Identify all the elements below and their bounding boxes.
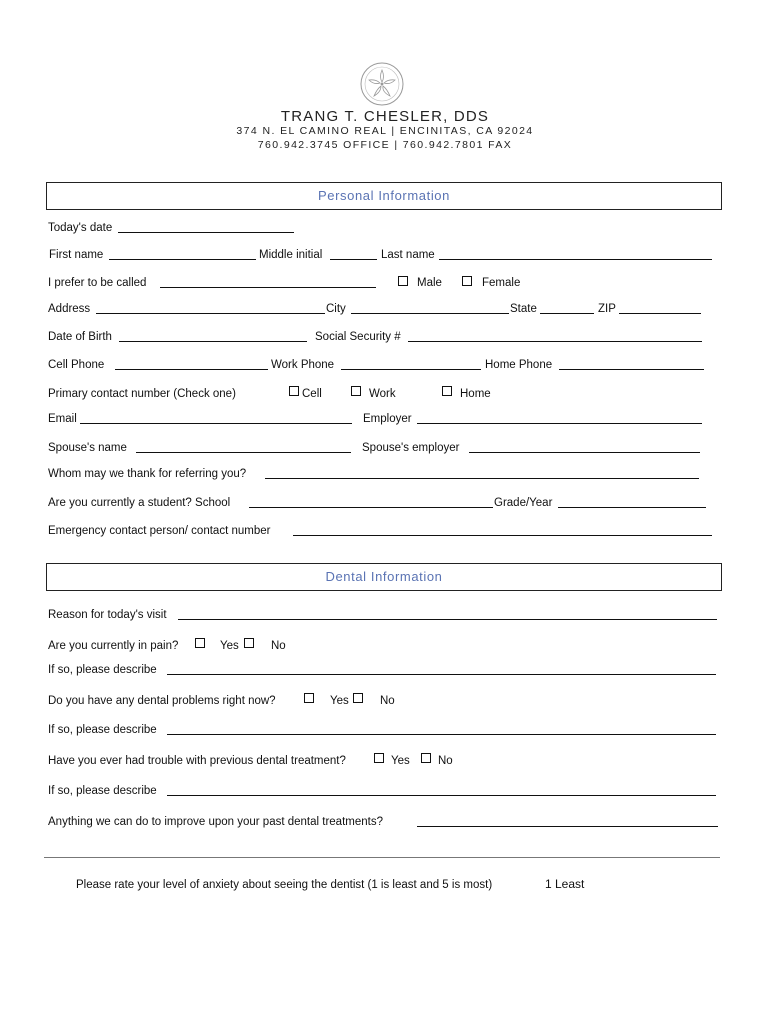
problems-yes-checkbox[interactable]	[304, 693, 314, 703]
cell-phone-field[interactable]	[115, 369, 268, 370]
trouble-yes-checkbox[interactable]	[374, 753, 384, 763]
prefer-called-field[interactable]	[160, 287, 376, 288]
zip-field[interactable]	[619, 313, 701, 314]
trouble-describe-label: If so, please describe	[48, 785, 157, 797]
problems-question-label: Do you have any dental problems right now?	[48, 695, 276, 707]
state-field[interactable]	[540, 313, 594, 314]
pain-no-label: No	[271, 640, 286, 652]
pain-describe-label: If so, please describe	[48, 664, 157, 676]
emergency-contact-label: Emergency contact person/ contact number	[48, 525, 271, 537]
last-name-field[interactable]	[439, 259, 712, 260]
employer-field[interactable]	[417, 423, 702, 424]
problems-yes-label: Yes	[330, 695, 349, 707]
trouble-no-checkbox[interactable]	[421, 753, 431, 763]
work-phone-label: Work Phone	[271, 359, 335, 371]
problems-no-checkbox[interactable]	[353, 693, 363, 703]
female-label: Female	[482, 277, 521, 289]
primary-work-checkbox[interactable]	[351, 386, 361, 396]
grade-year-label: Grade/Year	[494, 497, 553, 509]
state-label: State	[510, 303, 537, 315]
primary-cell-label: Cell	[302, 388, 322, 400]
email-field[interactable]	[80, 423, 352, 424]
todays-date-field[interactable]	[118, 232, 294, 233]
sand-dollar-logo-icon	[359, 61, 405, 107]
dob-label: Date of Birth	[48, 331, 112, 343]
practice-address: 374 N. EL CAMINO REAL | ENCINITAS, CA 92024	[236, 125, 534, 137]
first-name-field[interactable]	[109, 259, 256, 260]
work-phone-field[interactable]	[341, 369, 481, 370]
address-field[interactable]	[96, 313, 325, 314]
ssn-field[interactable]	[408, 341, 702, 342]
spouse-employer-field[interactable]	[469, 452, 700, 453]
home-phone-field[interactable]	[559, 369, 704, 370]
practice-phones: 760.942.3745 OFFICE | 760.942.7801 FAX	[257, 139, 513, 151]
emergency-contact-field[interactable]	[293, 535, 712, 536]
problems-describe-label: If so, please describe	[48, 724, 157, 736]
city-label: City	[326, 303, 346, 315]
referral-label: Whom may we thank for referring you?	[48, 468, 247, 480]
primary-home-checkbox[interactable]	[442, 386, 452, 396]
pain-question-label: Are you currently in pain?	[48, 640, 179, 652]
improve-question-label: Anything we can do to improve upon your past dental treatments?	[48, 816, 383, 828]
anxiety-scale-label: 1 Least	[545, 877, 585, 891]
pain-no-checkbox[interactable]	[244, 638, 254, 648]
cell-phone-label: Cell Phone	[48, 359, 105, 371]
pain-yes-checkbox[interactable]	[195, 638, 205, 648]
personal-info-header: Personal Information	[46, 182, 722, 210]
referral-field[interactable]	[265, 478, 699, 479]
female-checkbox[interactable]	[462, 276, 472, 286]
trouble-describe-field[interactable]	[167, 795, 716, 796]
dob-field[interactable]	[119, 341, 307, 342]
school-field[interactable]	[249, 507, 493, 508]
ssn-label: Social Security #	[315, 331, 401, 343]
anxiety-question-label: Please rate your level of anxiety about seeing the dentist (1 is least and 5 is most)	[76, 879, 493, 891]
trouble-question-label: Have you ever had trouble with previous dental treatment?	[48, 755, 346, 767]
primary-contact-label: Primary contact number (Check one)	[48, 388, 236, 400]
primary-home-label: Home	[460, 388, 491, 400]
zip-label: ZIP	[598, 303, 616, 315]
problems-describe-field[interactable]	[167, 734, 716, 735]
first-name-label: First name	[49, 249, 104, 261]
practice-name: TRANG T. CHESLER, DDS	[280, 108, 490, 125]
reason-visit-label: Reason for today's visit	[48, 609, 167, 621]
employer-label: Employer	[363, 413, 412, 425]
trouble-yes-label: Yes	[391, 755, 410, 767]
spouse-employer-label: Spouse's employer	[362, 442, 460, 454]
section-divider	[44, 857, 720, 858]
home-phone-label: Home Phone	[485, 359, 553, 371]
pain-yes-label: Yes	[220, 640, 239, 652]
primary-cell-checkbox[interactable]	[289, 386, 299, 396]
prefer-called-label: I prefer to be called	[48, 277, 147, 289]
dental-info-header: Dental Information	[46, 563, 722, 591]
male-label: Male	[417, 277, 442, 289]
address-label: Address	[48, 303, 91, 315]
problems-no-label: No	[380, 695, 395, 707]
city-field[interactable]	[351, 313, 509, 314]
grade-year-field[interactable]	[558, 507, 706, 508]
primary-work-label: Work	[369, 388, 396, 400]
spouse-name-label: Spouse's name	[48, 442, 127, 454]
spouse-name-field[interactable]	[136, 452, 351, 453]
middle-initial-label: Middle initial	[259, 249, 323, 261]
trouble-no-label: No	[438, 755, 453, 767]
last-name-label: Last name	[381, 249, 435, 261]
male-checkbox[interactable]	[398, 276, 408, 286]
middle-initial-field[interactable]	[330, 259, 377, 260]
email-label: Email	[48, 413, 77, 425]
reason-visit-field[interactable]	[178, 619, 717, 620]
student-school-label: Are you currently a student? School	[48, 497, 231, 509]
pain-describe-field[interactable]	[167, 674, 716, 675]
todays-date-label: Today's date	[48, 222, 113, 234]
improve-field[interactable]	[417, 826, 718, 827]
